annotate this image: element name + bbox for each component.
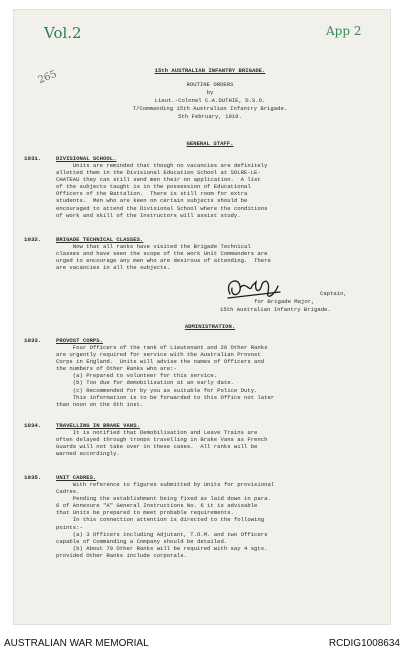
order-text: Units are reminded that though no vacancies are definitely allotted them in the Divisional Education School at SOLRE-LE- CHATEAU they can still send men their on application. A list of the subjects taught is in the possession of Educational Officers of the Battalion. There is still room for extra students. Men who are keen on certain subjects should be encouraged to attend the Divisional School where the conditions of work and skill of the Instructors will assist study. [56,162,268,219]
order-number: 1032. [24,236,42,243]
signature-role: for Brigade Major, [254,298,315,305]
appendix-annotation: App 2 [326,24,362,38]
header-by: by [206,89,214,96]
order-number: 1031. [24,155,42,162]
page-number-annotation: 265 [36,68,59,87]
administration-heading: ADMINISTRATION. [184,323,236,330]
order-text: Now that all ranks have visited the Brigade Technical classes and have seen the scope of the work Unit Commanders are urged to encourage any men who are desirous of attending. There are vacancies in all the subjects. [56,243,271,272]
signature-rank: Captain, [320,290,347,297]
commander-name: Lieut.-Colonel C.A.DUTHIE, D.S.O. [154,97,266,104]
order-number: 1035. [24,474,42,481]
order-heading: TRAVELLING IN BRAKE VANS. [56,422,140,429]
order-heading: BRIGADE TECHNICAL CLASSES. [56,236,144,243]
order-heading: DIVISIONAL SCHOOL. [56,155,117,162]
order-number: 1033. [24,337,42,344]
brigade-title: 15th AUSTRALIAN INFANTRY BRIGADE. [154,67,266,74]
footer-archive-name: AUSTRALIAN WAR MEMORIAL [4,638,149,649]
signature-unit: 15th Australian Infantry Brigade. [220,306,331,313]
order-number: 1034. [24,422,42,429]
order-text: Four Officers of the rank of Lieutenant and 20 Other Ranks are urgently required for service with the Australian Provost Corps in England. Units will advise the names of Officers and the numbers of Other Ranks who are:- (a) Prepared to volunteer for this service. (b) Too due for demobilisation at an early date. (c) Recommended for by you as suitable for Police Duty. This information is to be forwarded to this Office not later than noon on the 6th inst. [56,344,275,408]
order-heading: PROVOST CORPS. [56,337,103,344]
volume-annotation: Vol.2 [44,24,82,42]
order-date: 5th February, 1919. [178,113,242,120]
general-staff-heading: GENERAL STAFF. [186,140,234,147]
order-text: With reference to figures submitted by Units for provisional Cadres. Pending the establishment being fixed as laid down in para. 6 of Annexure "A" General Instructions No. 6 it is advisable that Units be prepared to meet probable requirements. In this connection attention is directed to the following points:- (a) 3 Officers including Adjutant, T.O.M. and two Officers capable of Commanding a Company should be detailed. (b) About 70 Other Ranks will be required with say 4 sgts. provided Other Ranks include corporals. [56,481,275,559]
footer-record-id: RCDIG1008634 [328,638,400,649]
routine-orders-title: ROUTINE ORDERS [186,81,234,88]
command-line: T/Commanding 15th Australian Infantry Brigade. [132,105,288,112]
order-text: It is notified that Demobilisation and Leave Trains are often delayed through troops travelling in Brake Vans as French Guards will not take over in these cases. All ranks will be warned accordingly. [56,429,268,458]
order-heading: UNIT CADRES. [56,474,97,481]
